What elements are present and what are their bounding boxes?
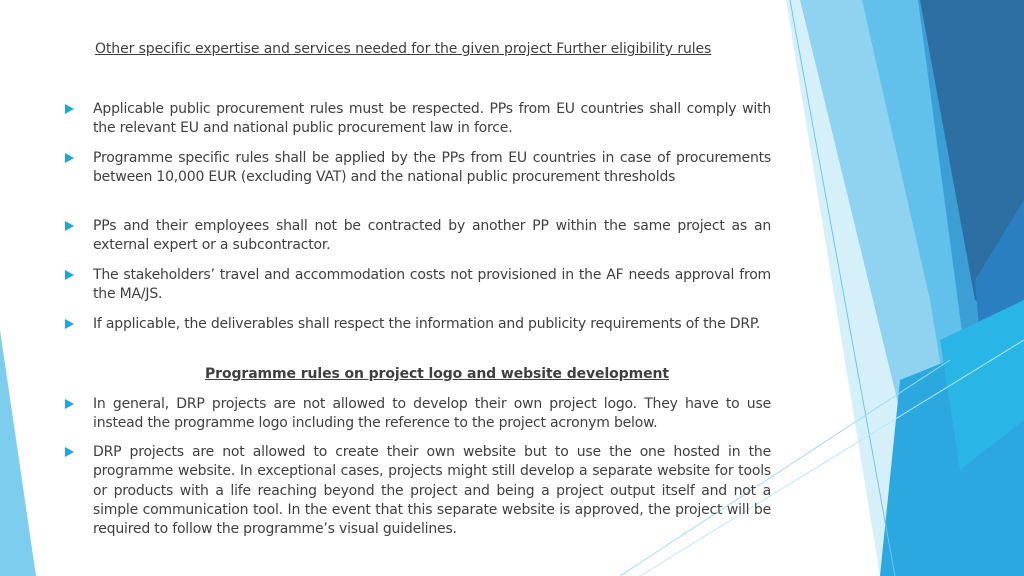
- bullet-text: If applicable, the deliverables shall respect the information and publicity requirements of the DRP.: [93, 316, 761, 332]
- arrow-bullet-icon: [65, 399, 74, 409]
- bullet-item: [93, 395, 771, 434]
- slide-heading: Other specific expertise and services needed for the given project Further eligibility rules: [95, 41, 712, 57]
- bullet-text: Applicable public procurement rules must be respected. PPs from EU countries shall comply with the relevant EU and national public procurement law in force.: [93, 101, 771, 137]
- bullet-text: DRP projects are not allowed to create their own website but to use the one hosted in the programme website. In exceptional cases, projects might still develop a separate website for tools or products with a life reaching beyond the project and being a project output itself and not a simple communication tool. In the event that this separate website is approved, the project will be required to follow the programme’s visual guidelines.: [93, 444, 771, 538]
- section-subheading: Programme rules on project logo and website development: [205, 366, 669, 382]
- bullet-text: PPs and their employees shall not be contracted by another PP within the same project as an external expert or a subcontractor.: [93, 218, 771, 254]
- arrow-bullet-icon: [65, 447, 74, 457]
- bullet-text: Programme specific rules shall be applied by the PPs from EU countries in case of procurements between 10,000 EUR (excluding VAT) and the national public procurement thresholds: [93, 150, 771, 186]
- bullet-text: The stakeholders’ travel and accommodation costs not provisioned in the AF needs approval from the MA/JS.: [93, 267, 771, 303]
- bullet-text: In general, DRP projects are not allowed to develop their own project logo. They have to use instead the programme logo including the reference to the project acronym below.: [93, 396, 771, 432]
- bullet-item: [93, 443, 771, 539]
